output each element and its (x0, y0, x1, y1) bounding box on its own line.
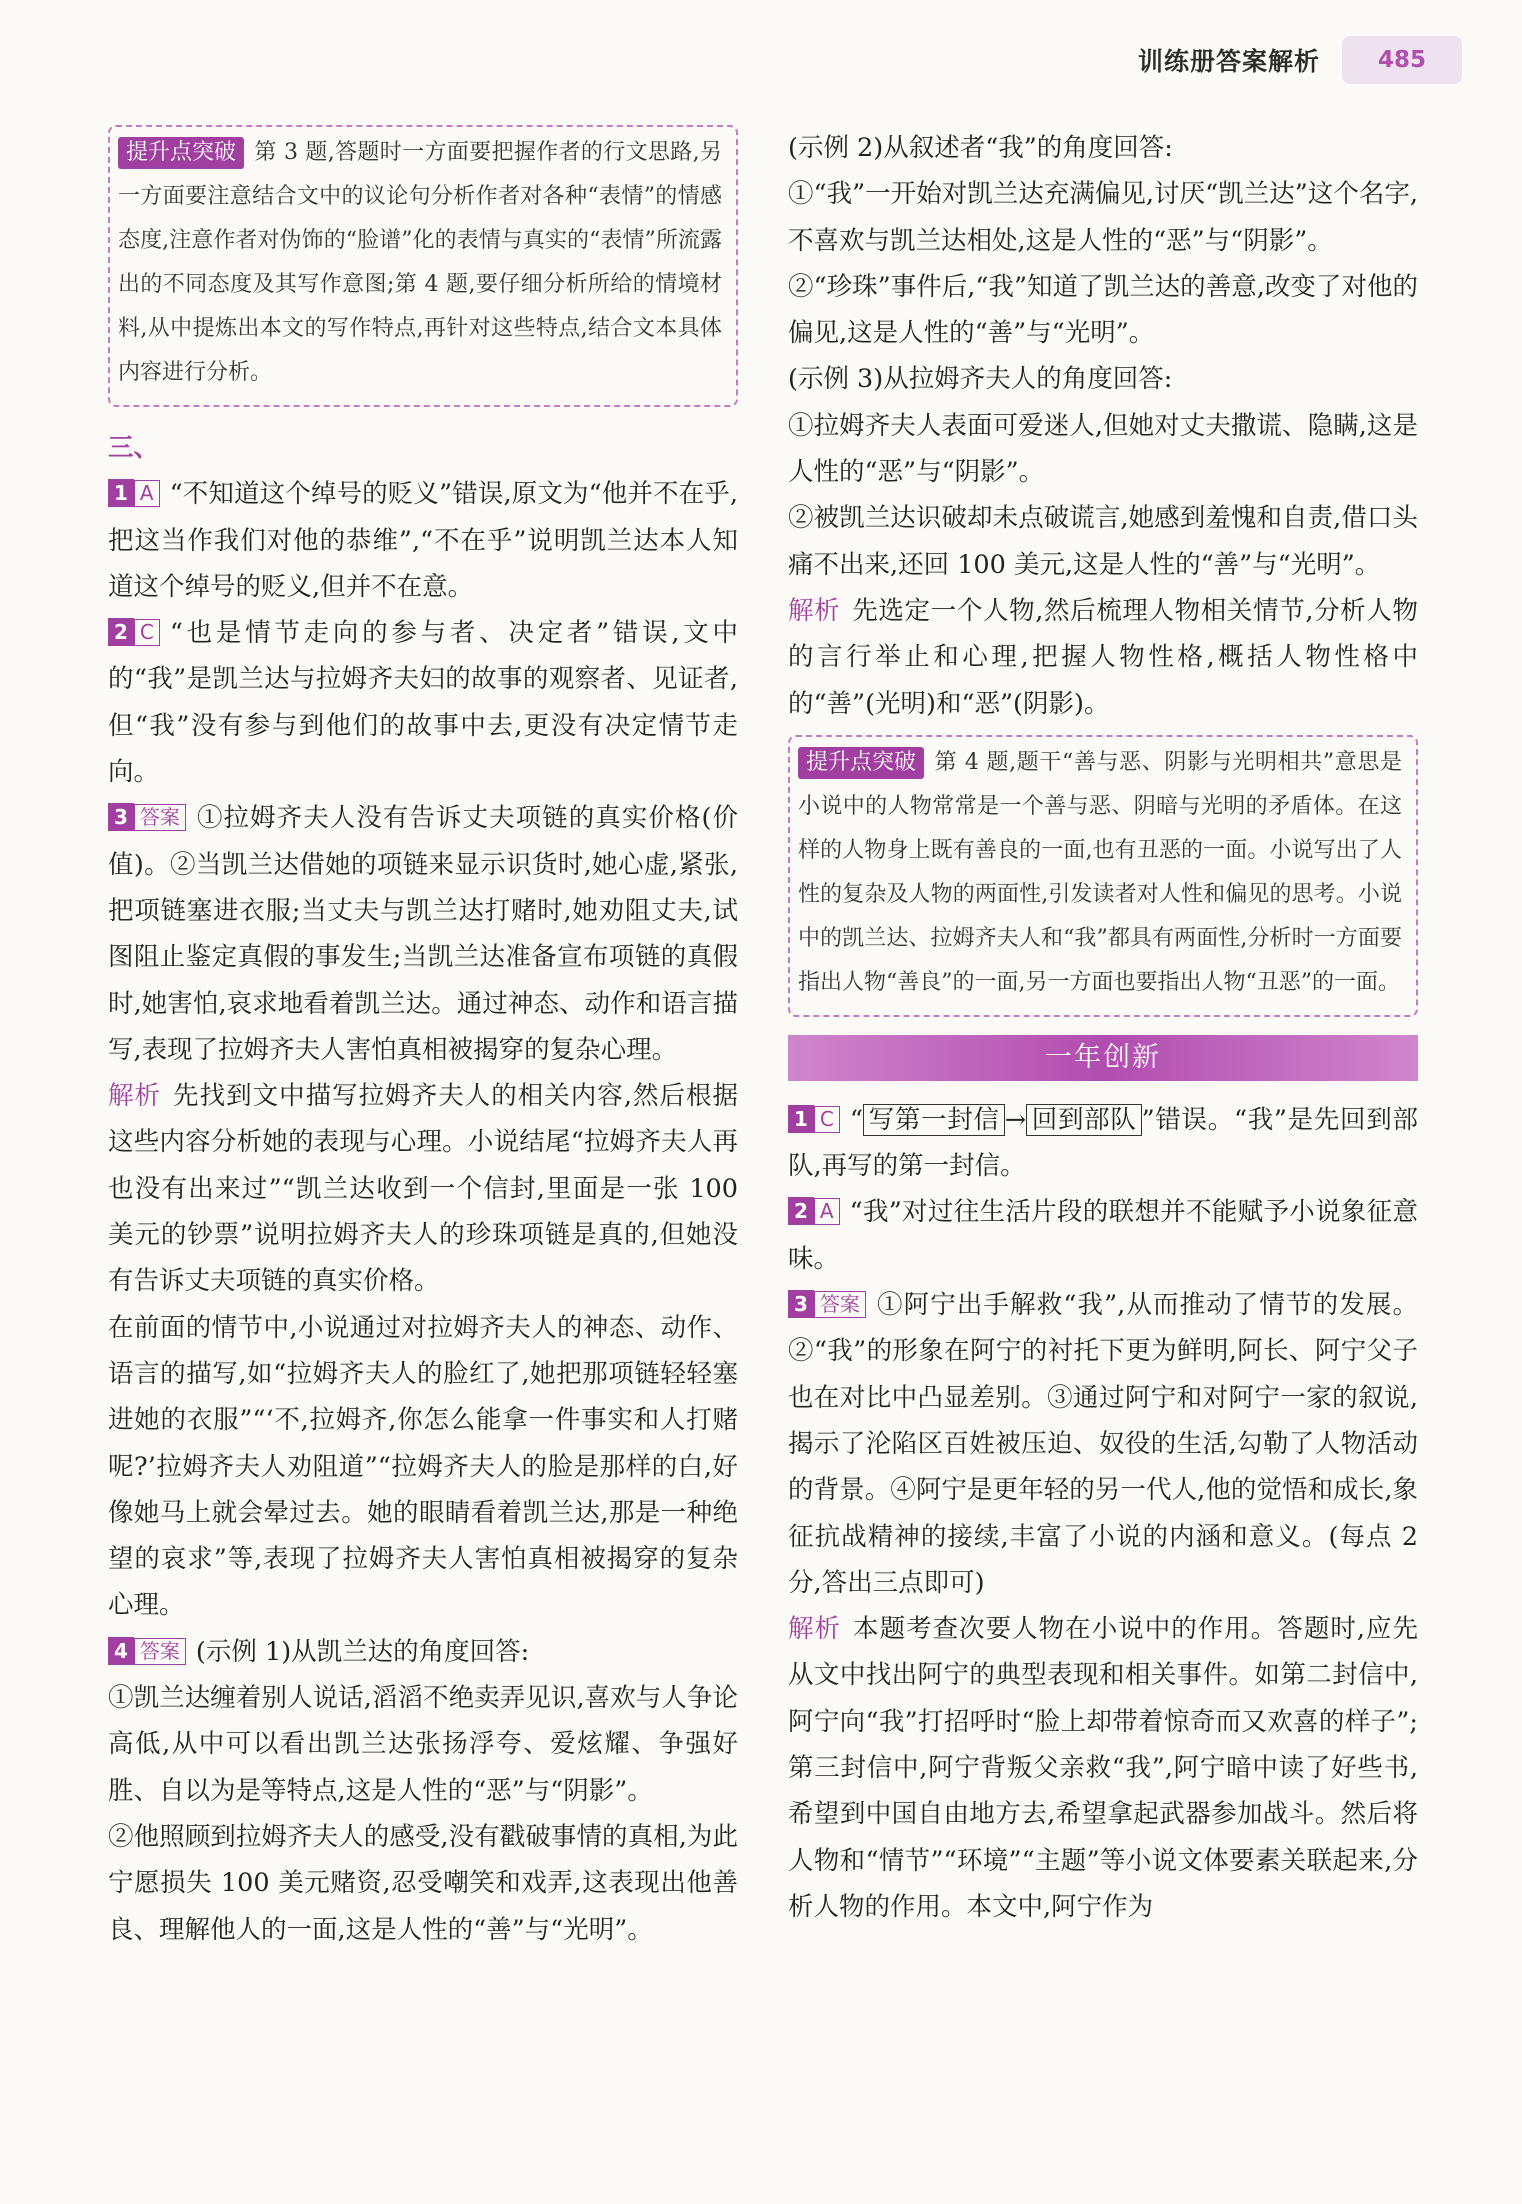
section-heading: 三、 (108, 433, 160, 463)
answer-text: ①阿宁出手解救“我”,从而推动了情节的发展。②“我”的形象在阿宁的衬托下更为鲜明,阿长、阿宁父子也在对比中凸显差别。③通过阿宁和对阿宁一家的叙说,揭示了沦陷区百姓被压迫、奴役的生活,勾勒了人物活动的背景。④阿宁是更年轻的另一代人,他的觉悟和成长,象征抗战精神的接续,丰富了小说的内涵和意义。(每点 2 分,答出三点即可) (788, 1290, 1418, 1598)
answer-text: “我”对过往生活片段的联想并不能赋予小说象征意味。 (788, 1197, 1418, 1274)
analysis-continuation: 在前面的情节中,小说通过对拉姆齐夫人的神态、动作、语言的描写,如“拉姆齐夫人的脸红了,她把那项链轻轻塞进她的衣服”“‘不,拉姆齐,你怎么能拿一件事实和人打赌呢?’拉姆齐夫人劝阻道”“拉姆齐夫人的脸是那样的白,好像她马上就会晕过去。她的眼睛看着凯兰达,那是一种绝望的哀求”等,表现了拉姆齐夫人害怕真相被揭穿的复杂心理。 (108, 1312, 738, 1621)
question-badge: 3 答案 (788, 1290, 866, 1318)
answer-text: “不知道这个绰号的贬义”错误,原文为“他并不在乎,把这当作我们对他的恭维”,“不在乎”说明凯兰达本人知道这个绰号的贬义,但并不在意。 (108, 479, 738, 602)
analysis-label: 解析 (108, 1081, 162, 1112)
answer-point: ②他照顾到拉姆齐夫人的感受,没有戳破事情的真相,为此宁愿损失 100 美元赌资,忍受嘲笑和戏弄,这表现出他善良、理解他人的一面,这是人性的“善”与“光明”。 (108, 1821, 738, 1945)
analysis-paragraph (788, 1606, 1418, 1930)
analysis-label: 解析 (788, 595, 841, 626)
analysis-paragraph (788, 588, 1418, 727)
analysis-text: 本题考查次要人物在小说中的作用。答题时,应先从文中找出阿宁的典型表现和相关事件。如第二封信中,阿宁向“我”打招呼时“脸上却带着惊奇而又欢喜的样子”;第三封信中,阿宁背叛父亲救“我”,阿宁暗中读了好些书,希望到中国自由地方去,希望拿起武器参加战斗。然后将人物和“情节”“环境”“主题”等小说文体要素关联起来,分析人物的作用。本文中,阿宁作为 (788, 1614, 1418, 1922)
answer-point: ①拉姆齐夫人表面可爱迷人,但她对丈夫撒谎、隐瞒,这是人性的“恶”与“阴影”。 (788, 410, 1418, 488)
question-badge: 2 C (108, 618, 160, 646)
question-2 (788, 1189, 1418, 1282)
answer-text: (示例 1)从凯兰达的角度回答: (195, 1636, 530, 1667)
section-banner: 一年创新 (788, 1035, 1418, 1081)
question-3 (788, 1282, 1418, 1606)
question-3 (108, 795, 738, 1073)
answer-text: ”错误。“我”是先回到部队,再写的第一封信。 (788, 1104, 1418, 1182)
example-heading: (示例 2)从叙述者“我”的角度回答: (788, 133, 1173, 163)
question-badge: 3 答案 (108, 803, 186, 831)
question-1: 1 C “ 写第一封信 → 回到部队 ”错误。“我”是先回到部队,再写的第一封信。 (788, 1104, 1418, 1182)
left-column (108, 125, 738, 1953)
page-number: 485 (1342, 36, 1462, 84)
example-heading: (示例 3)从拉姆齐夫人的角度回答: (788, 364, 1173, 395)
page-header (1138, 36, 1462, 84)
question-2 (108, 610, 738, 795)
analysis-paragraph (108, 1073, 738, 1304)
boxed-term: 写第一封信 (863, 1104, 1005, 1136)
answer-point: ②被凯兰达识破却未点破谎言,她感到羞愧和自责,借口头痛不出来,还回 100 美元,这是人性的“善”与“光明”。 (788, 503, 1418, 580)
analysis-text: 先找到文中描写拉姆齐夫人的相关内容,然后根据这些内容分析她的表现与心理。小说结尾“拉姆齐夫人再也没有出来过”“凯兰达收到一个信封,里面是一张 100 美元的钞票”说明拉姆齐夫人的珍珠项链是真的,但她没有告诉丈夫项链的真实价格。 (108, 1081, 738, 1297)
question-badge: 1 C (788, 1105, 840, 1133)
analysis-text: 先选定一个人物,然后梳理人物相关情节,分析人物的言行举止和心理,把握人物性格,概括人物性格中的“善”(光明)和“恶”(阴影)。 (788, 595, 1418, 719)
question-badge: 4 答案 (108, 1637, 186, 1665)
question-4 (108, 1629, 738, 1675)
tip-box (788, 735, 1418, 1017)
answer-point: ②“珍珠”事件后,“我”知道了凯兰达的善意,改变了对他的偏见,这是人性的“善”与“光明”。 (788, 271, 1418, 349)
tip-text: 第 4 题,题干“善与恶、阴影与光明相共”意思是小说中的人物常常是一个善与恶、阴暗与光明的矛盾体。在这样的人物身上既有善良的一面,也有丑恶的一面。小说写出了人性的复杂及人物的两面性,引发读者对人性和偏见的思考。小说中的凯兰达、拉姆齐夫人和“我”都具有两面性,分析时一方面要指出人物“善良”的一面,另一方面也要指出人物“丑恶”的一面。 (798, 749, 1402, 995)
question-badge: 2 A (788, 1197, 840, 1225)
tip-box (108, 125, 738, 407)
analysis-label: 解析 (788, 1614, 842, 1645)
question-badge: 1 A (108, 479, 160, 507)
right-column (788, 125, 1418, 1930)
tip-tag: 提升点突破 (798, 747, 924, 779)
answer-point: ①凯兰达缠着别人说话,滔滔不绝卖弄见识,喜欢与人争论高低,从中可以看出凯兰达张扬浮夸、爱炫耀、争强好胜、自以为是等特点,这是人性的“恶”与“阴影”。 (108, 1683, 738, 1806)
tip-tag: 提升点突破 (118, 137, 244, 169)
answer-point: ①“我”一开始对凯兰达充满偏见,讨厌“凯兰达”这个名字,不喜欢与凯兰达相处,这是人性的“恶”与“阴影”。 (788, 179, 1418, 256)
tip-text: 第 3 题,答题时一方面要把握作者的行文思路,另一方面要注意结合文中的议论句分析作者对各种“表情”的情感态度,注意作者对伪饰的“脸谱”化的表情与真实的“表情”所流露出的不同态度及其写作意图;第 4 题,要仔细分析所给的情境材料,从中提炼出本文的写作特点,再针对这些特点,结合文本具体内容进行分析。 (118, 140, 722, 385)
answer-text: ①拉姆齐夫人没有告诉丈夫项链的真实价格(价值)。②当凯兰达借她的项链来显示识货时,她心虚,紧张,把项链塞进衣服;当丈夫与凯兰达打赌时,她劝阻丈夫,试图阻止鉴定真假的事发生;当凯兰达准备宣布项链的真假时,她害怕,哀求地看着凯兰达。通过神态、动作和语言描写,表现了拉姆齐夫人害怕真相被揭穿的复杂心理。 (108, 803, 738, 1065)
answer-text: “也是情节走向的参与者、决定者”错误,文中的“我”是凯兰达与拉姆齐夫妇的故事的观察者、见证者,但“我”没有参与到他们的故事中去,更没有决定情节走向。 (108, 618, 738, 788)
header-title: 训练册答案解析 (1137, 47, 1320, 76)
arrow-icon: → (1004, 1104, 1027, 1135)
boxed-term: 回到部队 (1026, 1104, 1142, 1136)
question-1 (108, 471, 738, 610)
